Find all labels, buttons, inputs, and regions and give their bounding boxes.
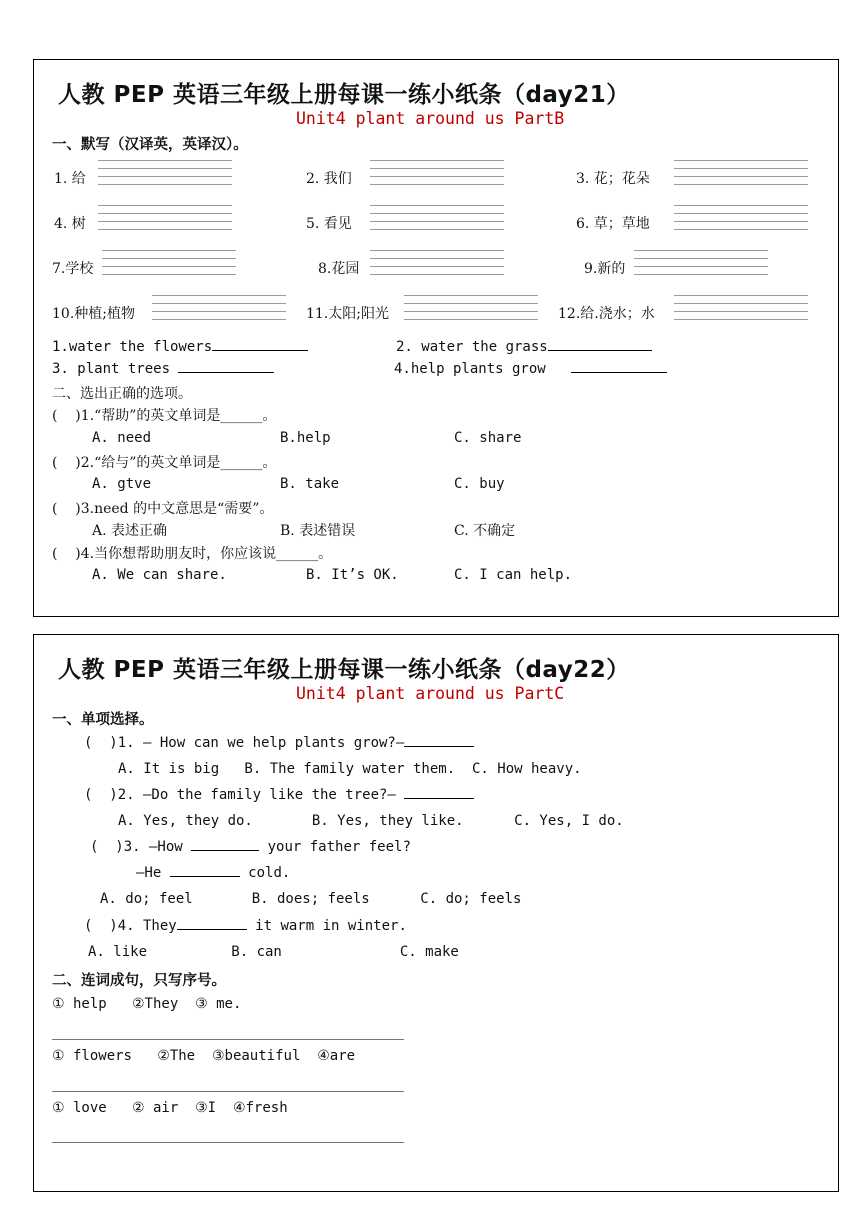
writing-lines[interactable]: [98, 160, 232, 192]
option[interactable]: A. need: [92, 430, 152, 446]
word-item: 2. 我们: [306, 171, 352, 187]
section-heading: 一、单项选择。: [52, 712, 154, 728]
answer-blank[interactable]: [191, 849, 259, 851]
word-order-item: ① love ② air ③I ④fresh: [52, 1100, 288, 1116]
question: ( )2. —Do the family like the tree?—: [84, 787, 474, 803]
phrase-item: 1.water the flowers: [52, 339, 308, 355]
question: ( )2.“给与”的英文单词是______。: [52, 455, 277, 471]
answer-blank[interactable]: [404, 797, 474, 799]
writing-lines[interactable]: [102, 250, 236, 282]
word-order-item: ① flowers ②The ③beautiful ④are: [52, 1048, 356, 1064]
section-heading: 一、默写（汉译英，英译汉）。: [52, 137, 248, 153]
answer-line[interactable]: [52, 1039, 404, 1040]
word-item: 8.花园: [318, 261, 360, 277]
writing-lines[interactable]: [370, 250, 504, 282]
option[interactable]: C. buy: [454, 476, 505, 492]
writing-lines[interactable]: [98, 205, 232, 237]
option[interactable]: B.help: [280, 430, 331, 446]
writing-lines[interactable]: [404, 295, 538, 327]
worksheet-card-day22: [33, 634, 839, 1192]
answer-blank[interactable]: [571, 371, 667, 373]
card-subtitle: Unit4 plant around us PartB: [296, 109, 565, 128]
option[interactable]: B. It’s OK.: [306, 567, 399, 583]
writing-lines[interactable]: [370, 160, 504, 192]
option[interactable]: B. take: [280, 476, 340, 492]
writing-lines[interactable]: [674, 160, 808, 192]
question: ( )1. — How can we help plants grow?—: [84, 735, 474, 751]
question-continued: —He cold.: [136, 865, 291, 881]
phrase-item: 4.help plants grow: [394, 361, 667, 377]
answer-line[interactable]: [52, 1142, 404, 1143]
question: ( )4.当你想帮助朋友时，你应该说______。: [52, 546, 333, 562]
option[interactable]: C. 不确定: [454, 523, 516, 539]
answer-blank[interactable]: [177, 928, 247, 930]
writing-lines[interactable]: [152, 295, 286, 327]
word-item: 3. 花；花朵: [576, 171, 650, 187]
word-item: 4. 树: [54, 216, 86, 232]
word-item: 9.新的: [584, 261, 626, 277]
word-item: 10.种植;植物: [52, 306, 135, 322]
answer-blank[interactable]: [170, 875, 240, 877]
section-heading: 二、连词成句，只写序号。: [52, 973, 226, 989]
writing-lines[interactable]: [370, 205, 504, 237]
writing-lines[interactable]: [674, 295, 808, 327]
question: ( )3. —How your father feel?: [90, 839, 411, 855]
answer-blank[interactable]: [404, 745, 474, 747]
answer-blank[interactable]: [548, 349, 652, 351]
phrase-item: 3. plant trees: [52, 361, 274, 377]
phrase-item: 2. water the grass: [396, 339, 652, 355]
word-item: 5. 看见: [306, 216, 352, 232]
word-item: 7.学校: [52, 261, 94, 277]
worksheet-card-day21: [33, 59, 839, 617]
word-item: 6. 草；草地: [576, 216, 650, 232]
card-subtitle: Unit4 plant around us PartC: [296, 684, 565, 703]
question: ( )1.“帮助”的英文单词是______。: [52, 408, 277, 424]
writing-lines[interactable]: [634, 250, 768, 282]
options-line[interactable]: A. like B. can C. make: [88, 944, 459, 960]
question: ( )3.need 的中文意思是“需要”。: [52, 501, 274, 517]
word-order-item: ① help ②They ③ me.: [52, 996, 242, 1012]
card-title: 人教 PEP 英语三年级上册每课一练小纸条（day22）: [58, 657, 630, 683]
answer-line[interactable]: [52, 1091, 404, 1092]
writing-lines[interactable]: [674, 205, 808, 237]
word-item: 11.太阳;阳光: [306, 306, 389, 322]
word-item: 1. 给: [54, 171, 86, 187]
answer-blank[interactable]: [178, 371, 274, 373]
option[interactable]: C. I can help.: [454, 567, 573, 583]
section-heading: 二、选出正确的选项。: [52, 386, 192, 402]
option[interactable]: C. share: [454, 430, 522, 446]
options-line[interactable]: A. do; feel B. does; feels C. do; feels: [100, 891, 522, 907]
option[interactable]: B. 表述错误: [280, 523, 356, 539]
option[interactable]: A. We can share.: [92, 567, 227, 583]
answer-blank[interactable]: [212, 349, 308, 351]
word-item: 12.给.浇水；水: [558, 306, 655, 322]
card-title: 人教 PEP 英语三年级上册每课一练小纸条（day21）: [58, 82, 630, 108]
options-line[interactable]: A. Yes, they do. B. Yes, they like. C. Yes, I do.: [118, 813, 624, 829]
options-line[interactable]: A. It is big B. The family water them. C. How heavy.: [118, 761, 582, 777]
option[interactable]: A. 表述正确: [92, 523, 168, 539]
question: ( )4. They it warm in winter.: [84, 918, 407, 934]
option[interactable]: A. gtve: [92, 476, 152, 492]
